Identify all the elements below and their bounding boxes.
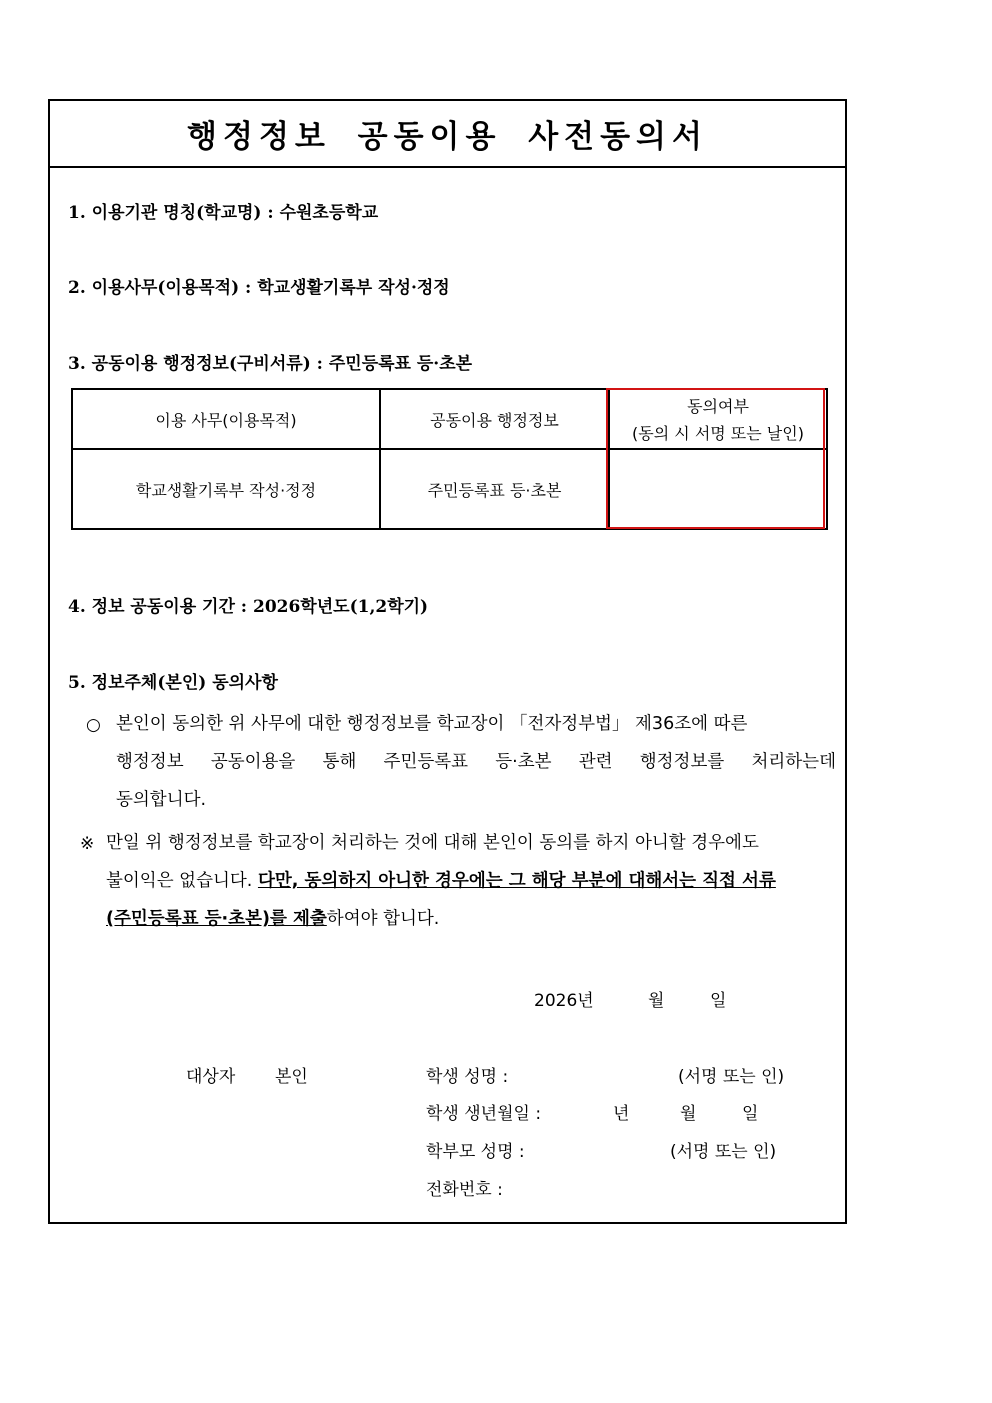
consent-paragraph	[116, 705, 836, 819]
notice-plain-text: 불이익은 없습니다.	[106, 871, 253, 891]
birth-month: 월	[680, 1104, 697, 1124]
date-day: 일	[710, 991, 727, 1011]
notice-plain-text-2: 하여야 합니다.	[326, 909, 440, 929]
header-consent	[609, 389, 827, 449]
student-name-label: 학생 성명 :	[426, 1067, 509, 1087]
date-month: 월	[648, 991, 665, 1011]
header-consent-sub: (동의 시 서명 또는 날인)	[632, 424, 804, 443]
parent-sign-label: (서명 또는 인)	[670, 1142, 777, 1162]
notice-line-2	[106, 862, 836, 900]
signature-cell[interactable]	[609, 449, 827, 529]
consent-line-3: 동의합니다.	[116, 790, 207, 810]
birth-year: 년	[613, 1104, 630, 1124]
target-value: 본인	[275, 1067, 308, 1087]
item-shared-info: 3. 공동이용 행정정보(구비서류) : 주민등록표 등·초본	[68, 354, 473, 374]
student-sign-label: (서명 또는 인)	[678, 1067, 785, 1087]
header-purpose: 이용 사무(이용목적)	[72, 389, 380, 449]
item-consent-terms: 5. 정보주체(본인) 동의사항	[68, 673, 278, 693]
birth-label: 학생 생년월일 :	[426, 1104, 542, 1124]
table-header-row	[72, 389, 827, 449]
notice-bold-text-2: (주민등록표 등·초본)를 제출	[106, 909, 327, 929]
table-row	[72, 449, 827, 529]
consent-line-2: 행정정보 공동이용을 통해 주민등록표 등·초본 관련 행정정보를 처리하는데	[116, 752, 836, 772]
header-info: 공동이용 행정정보	[380, 389, 609, 449]
notice-mark: ※	[80, 834, 95, 854]
title-box	[50, 101, 845, 168]
item-institution: 1. 이용기관 명칭(학교명) : 수원초등학교	[68, 203, 379, 223]
cell-info: 주민등록표 등·초본	[380, 449, 609, 529]
notice-line-1: 만일 위 행정정보를 학교장이 처리하는 것에 대해 본인이 동의를 하지 아니할 경우에도	[106, 833, 759, 853]
notice-line-3	[106, 900, 836, 938]
document-title: 행정정보 공동이용 사전동의서	[187, 119, 708, 155]
target-label: 대상자	[186, 1067, 236, 1087]
header-consent-label: 동의여부	[687, 397, 749, 416]
phone-label: 전화번호 :	[426, 1180, 503, 1200]
document-frame	[48, 99, 847, 1224]
item-period: 4. 정보 공동이용 기간 : 2026학년도(1,2학기)	[68, 597, 429, 617]
consent-table	[71, 388, 828, 530]
bullet-circle: ○	[86, 715, 101, 735]
date-year: 2026년	[534, 991, 594, 1011]
notice-paragraph	[106, 824, 836, 938]
notice-bold-text: 다만, 동의하지 아니한 경우에는 그 해당 부분에 대해서는 직접 서류	[257, 871, 776, 891]
item-purpose: 2. 이용사무(이용목적) : 학교생활기록부 작성·정정	[68, 278, 450, 298]
birth-day: 일	[742, 1104, 759, 1124]
consent-line-1: 본인이 동의한 위 사무에 대한 행정정보를 학교장이 「전자정부법」 제36조에 따른	[116, 714, 748, 734]
parent-name-label: 학부모 성명 :	[426, 1142, 525, 1162]
cell-purpose: 학교생활기록부 작성·정정	[72, 449, 380, 529]
